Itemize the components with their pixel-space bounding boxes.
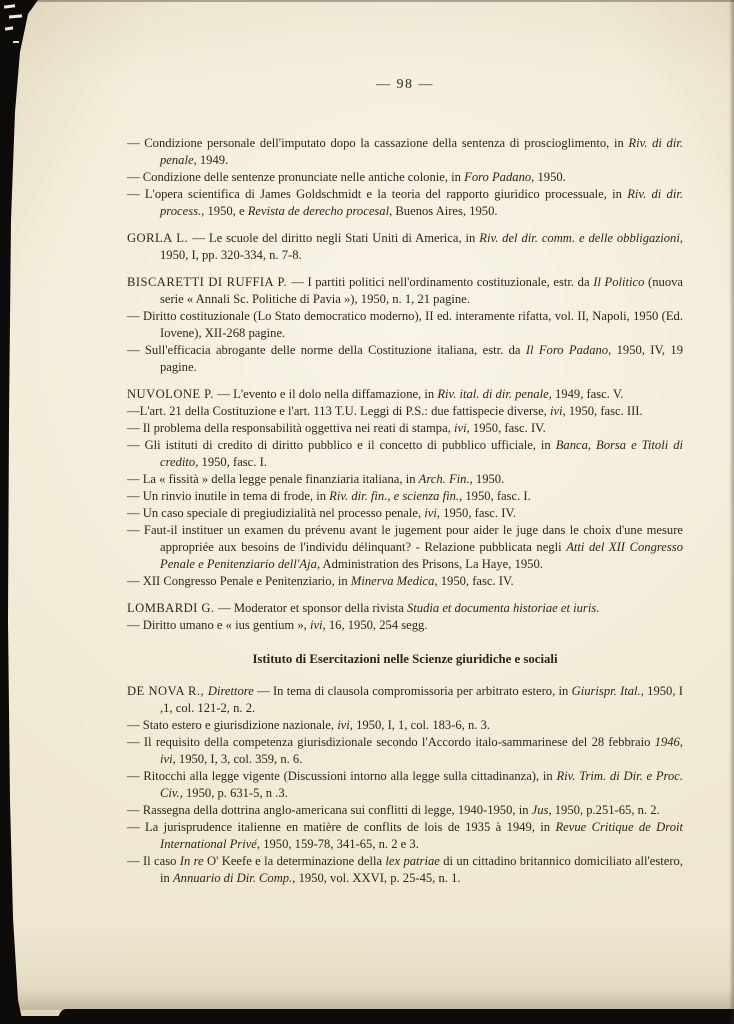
entry-text: , 1950, I, 1, col. 183-6, n. 3.	[349, 718, 491, 732]
entry-italic-text: Il Politico	[593, 275, 645, 289]
entry-text: , 1950, I, pp. 320-334, n. 7-8.	[160, 231, 683, 262]
entry-text: , 1950, fasc. IV.	[466, 421, 546, 435]
bibliography-entry	[127, 600, 683, 617]
entry-text: , 1950, IV, 19 pagine.	[160, 343, 684, 374]
entry-italic-text: Riv. di dir. penale	[160, 136, 683, 167]
entry-italic-text: Direttore	[207, 684, 254, 698]
entry-text: — Rassegna della dottrina anglo-americana sui conflitti di legge, 1940-1950, in	[127, 803, 532, 817]
entry-text: — La jurisprudence italienne en matière de conflits de lois de 1935 à 1949, in	[127, 820, 556, 834]
bibliography-entry	[127, 802, 683, 819]
entry-italic-text: ivi	[424, 506, 437, 520]
entry-text: , 1949, fasc. V.	[548, 387, 624, 401]
entry-text: — Faut-il instituer un examen du prévenu avant le jugement pour aider le juge dans le choix d'une mesure appropriée aux besoins de l'individu délinquant? - Relazione pubblicata negli	[127, 523, 683, 554]
entry-italic-text: lex patriae	[385, 854, 440, 868]
bibliography-entry	[127, 573, 683, 590]
scan-edge-left	[0, 0, 42, 1024]
bibliography-entry	[127, 768, 683, 802]
scan-bottom-shadow	[0, 988, 734, 1010]
entry-text: O' Keefe e la determinazione della	[203, 854, 386, 868]
scan-edge-top	[34, 0, 734, 2]
entry-italic-text: ivi	[549, 404, 563, 418]
bibliography-entry	[127, 734, 683, 768]
entry-text: — Condizione delle sentenze pronunciate nelle antiche colonie, in	[127, 170, 465, 184]
entry-italic-text: Il Foro Padano	[525, 343, 609, 357]
entry-text: — Un caso speciale di pregiudizialità nel processo penale,	[127, 506, 425, 520]
bibliography-entry	[127, 169, 683, 186]
author-name: GORLA L.	[127, 231, 193, 245]
author-name: NUVOLONE P.	[127, 387, 218, 401]
entry-italic-text: Foro Padano	[464, 170, 532, 184]
entry-italic-text: Riv. dir. fin., e scienza fin.	[329, 489, 460, 503]
entry-italic-text: Riv. Trim. di Dir. e Proc. Civ.	[160, 769, 683, 800]
entry-text: , 1950, fasc. IV.	[434, 574, 514, 588]
entry-text: — Diritto costituzionale (Lo Stato democratico moderno), II ed. interamente rifatta, vol. II, Napoli, 1950 (Ed. Iovene), XII-268 pagine.	[127, 309, 683, 340]
entry-italic-text: ivi	[337, 718, 350, 732]
entry-text: — Il caso	[127, 854, 180, 868]
scan-edge-right	[729, 0, 734, 1024]
bibliography-entry	[127, 683, 683, 717]
entry-italic-text: Giurispr. Ital.	[571, 684, 641, 698]
entry-italic-text: Riv. ital. di dir. penale	[437, 387, 549, 401]
text-block	[127, 135, 683, 887]
bibliography-entry	[127, 819, 683, 853]
entry-text: — L'opera scientifica di James Goldschmidt e la teoria del rapporto giuridico processuale, in	[127, 187, 628, 201]
author-name: LOMBARDI G.	[127, 601, 219, 615]
bibliography-entry	[127, 342, 683, 376]
bibliography-entry	[127, 308, 683, 342]
scan-edge-bottom	[58, 1009, 734, 1024]
author-name: DE NOVA R.,	[127, 684, 208, 698]
entry-text: .	[596, 601, 600, 615]
entry-italic-text: Banca, Borsa e Titoli di credito	[160, 438, 683, 469]
entry-text: — XII Congresso Penale e Penitenziario, in	[127, 574, 351, 588]
page-content	[127, 0, 683, 887]
entry-text: di un cittadino britannico domiciliato all'estero, in	[160, 854, 684, 885]
bibliography-entry	[127, 135, 683, 169]
entry-text: — Il requisito della competenza giurisdizionale secondo l'Accordo italo-sammarinese del 28 febbraio	[127, 735, 655, 749]
entry-text: — Le scuole del diritto negli Stati Uniti di America, in	[192, 231, 480, 245]
entry-italic-text: Minerva Medica	[350, 574, 435, 588]
entry-group	[127, 386, 683, 590]
entry-text: — Ritocchi alla legge vigente (Discussioni intorno alla legge sulla cittadinanza), in	[127, 769, 557, 783]
entry-text: , 1950, p.251-65, n. 2.	[548, 803, 660, 817]
entry-text: , 1950, fasc. I.	[195, 455, 267, 469]
entry-text: , 1950, p. 631-5, n .3.	[179, 786, 288, 800]
entry-italic-text: ivi	[309, 618, 323, 632]
bibliography-entry	[127, 471, 683, 488]
entry-text: — Un rinvio inutile in tema di frode, in	[127, 489, 330, 503]
entry-text: , 16, 1950, 254 segg.	[322, 618, 428, 632]
entry-italic-text: Atti del XII Congresso Penale e Penitenziario dell'Aja	[160, 540, 683, 571]
entry-text: , 1950, fasc. III.	[562, 404, 643, 418]
entry-text: , 1950, fasc. I.	[459, 489, 531, 503]
entry-text: , Administration des Prisons, La Haye, 1950.	[316, 557, 543, 571]
entry-text: , 1950, 159-78, 341-65, n. 2 e 3.	[256, 837, 419, 851]
entry-italic-text: Jus	[531, 803, 549, 817]
bibliography-entry	[127, 274, 683, 308]
bibliography-entry	[127, 505, 683, 522]
bibliography-entry	[127, 420, 683, 437]
entry-text: — Diritto umano e « ius gentium »,	[127, 618, 310, 632]
entry-italic-text: 1946, ivi	[160, 735, 683, 766]
entry-italic-text: Riv. del dir. comm. e delle obbligazioni	[479, 231, 680, 245]
section-heading: Istituto di Esercitazioni nelle Scienze giuridiche e sociali	[252, 652, 558, 666]
entry-text: — L'evento e il dolo nella diffamazione, in	[217, 387, 438, 401]
entry-group	[127, 135, 683, 220]
bibliography-entry	[127, 853, 683, 887]
bibliography-entry	[127, 386, 683, 403]
entry-group	[127, 683, 683, 887]
entry-group	[127, 600, 683, 634]
entry-text: — In tema di clausola compromissoria per arbitrato estero, in	[253, 684, 572, 698]
entry-text: — Sull'efficacia abrogante delle norme della Costituzione italiana, estr. da	[127, 343, 526, 357]
entry-italic-text: Revista de derecho procesal	[247, 204, 390, 218]
entry-text: , 1950, fasc. IV.	[436, 506, 517, 520]
bibliography-entry	[127, 522, 683, 573]
entry-text: — I partiti politici nell'ordinamento costituzionale, estr. da	[291, 275, 594, 289]
entry-italic-text: Arch. Fin.	[418, 472, 470, 486]
entry-text: , 1950, I, 3, col. 359, n. 6.	[172, 752, 303, 766]
entry-text: —L'art. 21 della Costituzione e l'art. 113 T.U. Leggi di P.S.: due fattispecie diverse,	[127, 404, 550, 418]
bibliography-entry	[127, 717, 683, 734]
bibliography-entry	[127, 617, 683, 634]
bibliography-entry	[127, 437, 683, 471]
entry-italic-text: Annuario di Dir. Comp.	[172, 871, 293, 885]
entry-text: , 1950.	[531, 170, 566, 184]
entry-text: , 1950, e	[201, 204, 248, 218]
entry-text: , 1950, vol. XXVI, p. 25-45, n. 1.	[292, 871, 461, 885]
entry-text: — Il problema della responsabilità oggettiva nei reati di stampa,	[127, 421, 454, 435]
entry-text: , 1950, I ,1, col. 121-2, n. 2.	[160, 684, 683, 715]
page-number: — 98 —	[376, 77, 434, 92]
entry-italic-text: ivi	[454, 421, 467, 435]
entry-text: — Gli istituti di credito di diritto pubblico e il concetto di pubblico ufficiale, in	[127, 438, 556, 452]
entry-group	[127, 274, 683, 376]
entry-group	[127, 230, 683, 264]
entry-text: , 1949.	[193, 153, 229, 167]
bibliography-entry	[127, 186, 683, 220]
entry-text: — Condizione personale dell'imputato dopo la cassazione della sentenza di proscioglimento, in	[127, 136, 629, 150]
entry-text: , Buenos Aires, 1950.	[389, 204, 498, 218]
entry-text: (nuova serie « Annali Sc. Politiche di Pavia »), 1950, n. 1, 21 pagine.	[160, 275, 684, 306]
bibliography-entry	[127, 488, 683, 505]
entry-text: — La « fissità » della legge penale finanziaria italiana, in	[127, 472, 419, 486]
entry-text: — Stato estero e giurisdizione nazionale,	[127, 718, 338, 732]
bibliography-entry	[127, 230, 683, 264]
entry-italic-text: Riv. di dir. process.	[160, 187, 683, 218]
entry-italic-text: In re	[179, 854, 204, 868]
entry-italic-text: Revue Critique de Droit International Privé	[160, 820, 683, 851]
entry-text: — Moderator et sponsor della rivista	[218, 601, 407, 615]
author-name: BISCARETTI DI RUFFIA P.	[127, 275, 292, 289]
bibliography-entry	[127, 403, 683, 420]
entry-text: , 1950.	[469, 472, 505, 486]
entry-italic-text: Studia et documenta historiae et iuris	[406, 601, 597, 615]
